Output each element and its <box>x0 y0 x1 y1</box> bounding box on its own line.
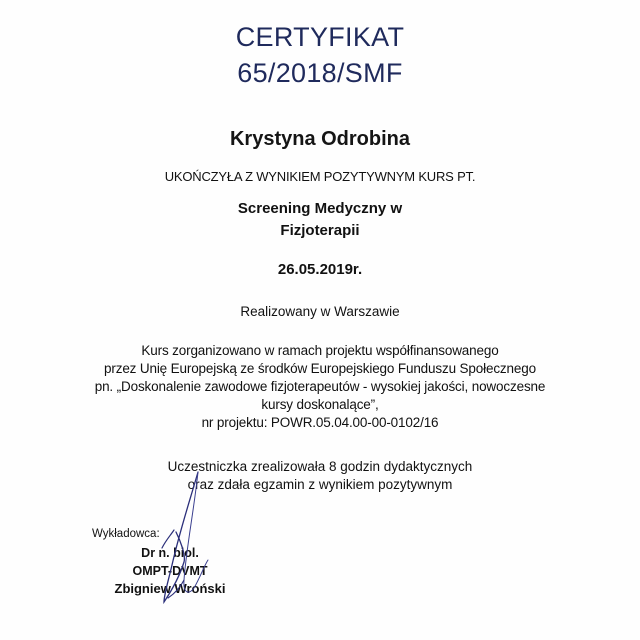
course-title-line-1: Screening Medyczny w <box>237 200 403 217</box>
course-title <box>0 198 640 242</box>
funding-line-3: pn. „Doskonalenie zawodowe fizjoterapeutów - wysokiej jakości, nowoczesne <box>94 379 546 394</box>
hours-statement <box>0 458 640 494</box>
hours-line-2: oraz zdała egzamin z wynikiem pozytywnym <box>187 477 453 492</box>
funding-line-1: Kurs zorganizowano w ramach projektu współfinansowanego <box>141 343 499 358</box>
certificate-number: 65/2018/SMF <box>237 58 403 88</box>
certificate-title: CERTYFIKAT <box>235 22 405 52</box>
funding-line-4: kursy doskonalące”, <box>261 397 379 412</box>
funding-line-5: nr projektu: POWR.05.04.00-00-0102/16 <box>201 415 439 430</box>
course-date: 26.05.2019r. <box>277 261 363 278</box>
course-title-line-2: Fizjoterapii <box>280 222 360 239</box>
course-location: Realizowany w Warszawie <box>240 304 400 319</box>
funding-line-2: przez Unię Europejską ze środków Europejskiego Funduszu Społecznego <box>104 361 536 376</box>
lecturer-label: Wykładowca: <box>92 528 160 540</box>
hours-line-1: Uczestniczka zrealizowała 8 godzin dydaktycznych <box>167 459 473 474</box>
lecturer-name: Zbigniew Wroński <box>114 581 226 596</box>
lecturer-credentials: OMPT-DVMT <box>132 564 208 578</box>
completion-statement: UKOŃCZYŁA Z WYNIKIEM POZYTYWNYM KURS PT. <box>164 169 476 184</box>
funding-statement <box>0 342 640 432</box>
lecturer-block <box>100 544 240 598</box>
recipient-name: Krystyna Odrobina <box>229 128 411 150</box>
lecturer-degree: Dr n. biol. <box>141 546 199 560</box>
